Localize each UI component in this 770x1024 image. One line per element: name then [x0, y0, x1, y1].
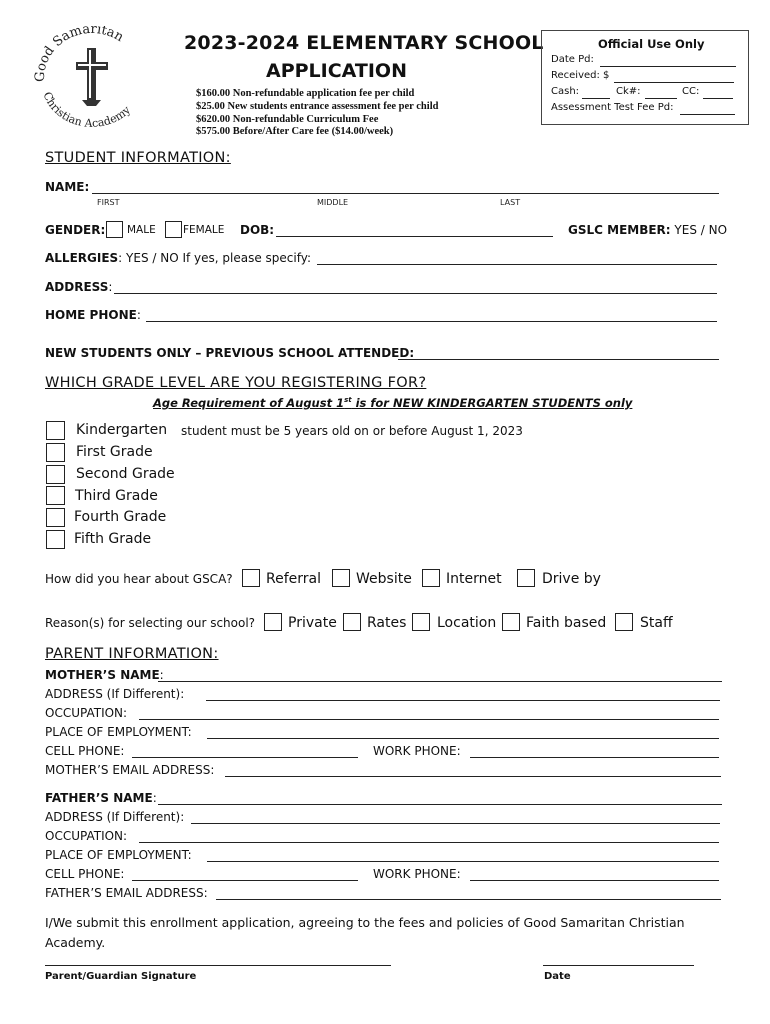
- first-grade-checkbox[interactable]: [46, 443, 65, 462]
- logo-text-bottom: Christian Academy: [40, 90, 134, 130]
- cc-label: CC:: [682, 86, 700, 97]
- fee-item: $160.00 Non-refundable application fee per child: [196, 88, 415, 99]
- cash-field[interactable]: [582, 98, 610, 99]
- allergies-label: ALLERGIES: [45, 251, 119, 265]
- date-pd-label: Date Pd:: [551, 54, 594, 65]
- hear-option-drive-by: Drive by: [542, 571, 601, 587]
- age-req-pre: Age Requirement of August 1: [153, 396, 345, 410]
- mother-name-row: MOTHER’S NAME:: [45, 668, 164, 682]
- reasons-question: Reason(s) for selecting our school?: [45, 616, 256, 630]
- grade-option-second: Second Grade: [76, 466, 175, 482]
- father-employment-label: PLACE OF EMPLOYMENT:: [45, 848, 192, 862]
- allergies-field[interactable]: [317, 264, 717, 265]
- mother-name-field[interactable]: [158, 681, 722, 682]
- female-label: FEMALE: [183, 224, 225, 236]
- location-checkbox[interactable]: [412, 613, 430, 631]
- date-field[interactable]: [543, 965, 694, 966]
- name-field[interactable]: [92, 193, 719, 194]
- father-address-field[interactable]: [191, 823, 720, 824]
- reason-option-location: Location: [437, 615, 497, 631]
- grade-option-first: First Grade: [76, 444, 153, 460]
- female-checkbox[interactable]: [165, 221, 182, 238]
- father-name-row: FATHER’S NAME:: [45, 791, 157, 805]
- mother-cell-label: CELL PHONE:: [45, 744, 125, 758]
- prev-school-label: NEW STUDENTS ONLY – PREVIOUS SCHOOL ATTENDED:: [45, 346, 415, 360]
- reason-option-private: Private: [288, 615, 337, 631]
- agreement-statement: I/We submit this enrollment application, agreeing to the fees and policies of Good Samaritan Christian Academy.: [45, 915, 685, 950]
- age-req-sup: st: [344, 396, 352, 405]
- father-email-label: FATHER’S EMAIL ADDRESS:: [45, 886, 208, 900]
- mother-work-label: WORK PHONE:: [373, 744, 461, 758]
- referral-checkbox[interactable]: [242, 569, 260, 587]
- official-use-title: Official Use Only: [598, 37, 705, 51]
- mother-employment-field[interactable]: [207, 738, 719, 739]
- father-cell-field[interactable]: [132, 880, 358, 881]
- assessment-field[interactable]: [680, 114, 735, 115]
- official-use-box: [541, 30, 749, 125]
- hear-option-website: Website: [356, 571, 412, 587]
- grade-section-title: WHICH GRADE LEVEL ARE YOU REGISTERING FOR?: [45, 375, 427, 391]
- mother-cell-field[interactable]: [132, 757, 358, 758]
- hear-option-referral: Referral: [266, 571, 321, 587]
- second-grade-checkbox[interactable]: [46, 465, 65, 484]
- address-row: ADDRESS:: [45, 280, 113, 294]
- website-checkbox[interactable]: [332, 569, 350, 587]
- parent-section-title: PARENT INFORMATION:: [45, 646, 219, 662]
- reason-option-rates: Rates: [367, 615, 407, 631]
- received-label: Received: $: [551, 70, 610, 81]
- fee-list: [196, 88, 438, 139]
- name-last-caption: LAST: [500, 198, 521, 207]
- dob-label: DOB:: [240, 223, 275, 237]
- father-email-field[interactable]: [216, 899, 721, 900]
- allergies-options[interactable]: : YES / NO If yes, please specify:: [118, 251, 312, 265]
- father-occupation-label: OCCUPATION:: [45, 829, 128, 843]
- staff-checkbox[interactable]: [615, 613, 633, 631]
- internet-checkbox[interactable]: [422, 569, 440, 587]
- dob-field[interactable]: [276, 236, 553, 237]
- mother-email-field[interactable]: [225, 776, 721, 777]
- grade-option-fourth: Fourth Grade: [74, 509, 167, 525]
- reason-option-faith-based: Faith based: [526, 615, 607, 631]
- ck-label: Ck#:: [616, 86, 641, 97]
- page-subtitle: APPLICATION: [266, 60, 407, 82]
- fourth-grade-checkbox[interactable]: [46, 508, 65, 527]
- father-name-label: FATHER’S NAME: [45, 791, 153, 805]
- home-phone-field[interactable]: [146, 321, 717, 322]
- male-checkbox[interactable]: [106, 221, 123, 238]
- name-middle-caption: MIDDLE: [317, 198, 349, 207]
- father-cell-label: CELL PHONE:: [45, 867, 125, 881]
- kindergarten-note: student must be 5 years old on or before August 1, 2023: [181, 424, 523, 438]
- fee-item: $25.00 New students entrance assessment fee per child: [196, 100, 439, 112]
- school-logo: [30, 26, 150, 131]
- fifth-grade-checkbox[interactable]: [46, 530, 65, 549]
- home-phone-row: HOME PHONE:: [45, 308, 141, 322]
- father-work-label: WORK PHONE:: [373, 867, 461, 881]
- gslc-options[interactable]: YES / NO: [674, 223, 728, 237]
- name-first-caption: FIRST: [97, 198, 120, 207]
- mother-employment-label: PLACE OF EMPLOYMENT:: [45, 725, 192, 739]
- private-checkbox[interactable]: [264, 613, 282, 631]
- logo-text-top: Good Samaritan: [32, 26, 127, 83]
- cross-seal-icon: [30, 26, 150, 131]
- allergies-row: [45, 251, 311, 265]
- father-work-field[interactable]: [470, 880, 719, 881]
- mother-occupation-field[interactable]: [139, 719, 719, 720]
- date-pd-field[interactable]: [600, 66, 736, 67]
- cc-field[interactable]: [703, 98, 733, 99]
- fee-item: $575.00 Before/After Care fee ($14.00/week): [196, 126, 394, 138]
- hear-option-internet: Internet: [446, 571, 502, 587]
- received-field[interactable]: [614, 82, 734, 83]
- gslc-member: [568, 223, 727, 237]
- grade-option-fifth: Fifth Grade: [74, 531, 152, 547]
- rates-checkbox[interactable]: [343, 613, 361, 631]
- prev-school-field[interactable]: [398, 359, 719, 360]
- mother-email-label: MOTHER’S EMAIL ADDRESS:: [45, 763, 215, 777]
- cash-label: Cash:: [551, 86, 580, 97]
- signature-label: Parent/Guardian Signature: [45, 971, 197, 982]
- grade-option-kindergarten: Kindergarten: [76, 422, 168, 438]
- age-req-post: is for NEW KINDERGARTEN STUDENTS only: [351, 396, 633, 410]
- name-label: NAME:: [45, 180, 90, 194]
- svg-text:Good Samaritan: [33, 26, 127, 82]
- father-employment-field[interactable]: [207, 861, 719, 862]
- reason-option-staff: Staff: [640, 615, 673, 631]
- gslc-label: GSLC MEMBER:: [568, 223, 671, 237]
- ck-field[interactable]: [645, 98, 677, 99]
- name-label-text: NAME: [45, 180, 85, 194]
- student-section-title: STUDENT INFORMATION:: [45, 150, 231, 166]
- signature-field[interactable]: [45, 965, 391, 966]
- male-label: MALE: [127, 224, 156, 236]
- mother-name-label: MOTHER’S NAME: [45, 668, 160, 682]
- hear-question: How did you hear about GSCA?: [45, 572, 233, 586]
- date-label: Date: [544, 971, 571, 982]
- home-phone-label: HOME PHONE: [45, 308, 137, 322]
- third-grade-checkbox[interactable]: [46, 486, 65, 505]
- page-title: 2023-2024 ELEMENTARY SCHOOL: [184, 32, 544, 54]
- address-field[interactable]: [114, 293, 717, 294]
- assessment-label: Assessment Test Fee Pd:: [551, 102, 674, 113]
- mother-address-field[interactable]: [206, 700, 720, 701]
- mother-address-label: ADDRESS (If Different):: [45, 687, 185, 701]
- gender-label: GENDER:: [45, 223, 106, 237]
- kindergarten-checkbox[interactable]: [46, 421, 65, 440]
- fee-item: $620.00 Non-refundable Curriculum Fee: [196, 113, 379, 125]
- father-address-label: ADDRESS (If Different):: [45, 810, 185, 824]
- drive-by-checkbox[interactable]: [517, 569, 535, 587]
- mother-work-field[interactable]: [470, 757, 719, 758]
- father-occupation-field[interactable]: [139, 842, 719, 843]
- age-requirement-note: [153, 396, 632, 410]
- father-name-field[interactable]: [158, 804, 722, 805]
- grade-option-third: Third Grade: [75, 488, 158, 504]
- address-label: ADDRESS: [45, 280, 109, 294]
- mother-occupation-label: OCCUPATION:: [45, 706, 128, 720]
- faith-based-checkbox[interactable]: [502, 613, 520, 631]
